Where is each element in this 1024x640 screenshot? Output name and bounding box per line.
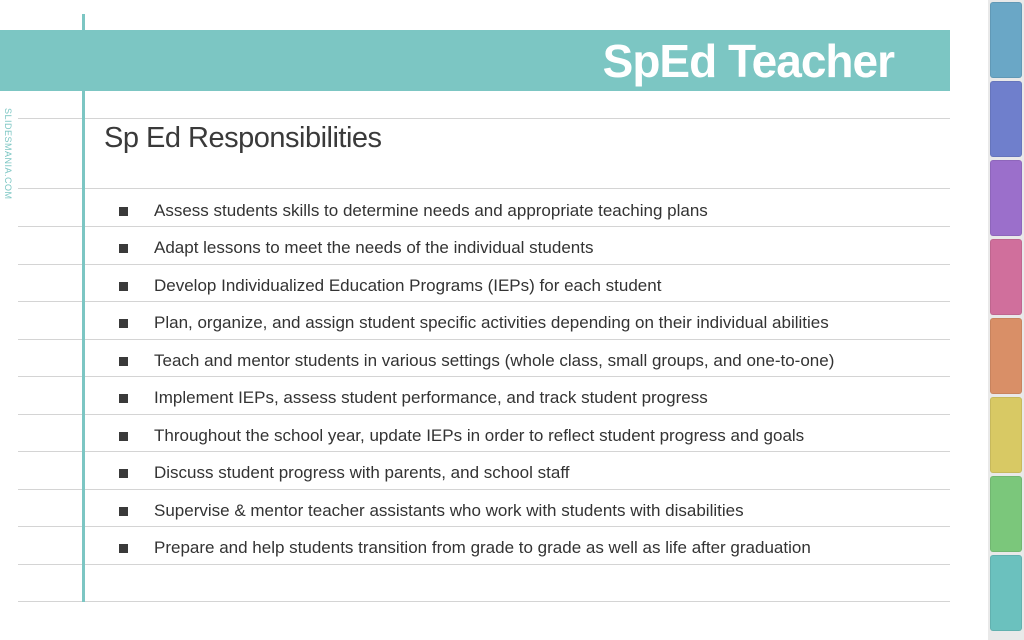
bullet-square-icon xyxy=(119,244,128,253)
ruled-line xyxy=(18,376,950,377)
ruled-line xyxy=(18,414,950,415)
ruled-line xyxy=(18,188,950,189)
ruled-line xyxy=(18,489,950,490)
ruled-line xyxy=(18,601,950,602)
divider-tabs xyxy=(988,0,1024,640)
bullet-square-icon xyxy=(119,319,128,328)
ruled-line xyxy=(18,226,950,227)
ruled-line xyxy=(18,526,950,527)
ruled-line xyxy=(18,339,950,340)
header-band xyxy=(0,30,950,91)
brand-watermark: SLIDESMANIA.COM xyxy=(3,108,13,200)
section-title: Sp Ed Responsibilities xyxy=(104,122,382,154)
divider-tab[interactable] xyxy=(990,476,1022,552)
divider-tab[interactable] xyxy=(990,2,1022,78)
bullet-square-icon xyxy=(119,357,128,366)
ruled-line xyxy=(18,451,950,452)
ruled-line xyxy=(18,564,950,565)
divider-tab[interactable] xyxy=(990,160,1022,236)
bullet-square-icon xyxy=(119,544,128,553)
margin-line xyxy=(82,14,85,602)
ruled-line xyxy=(18,118,950,119)
divider-tab[interactable] xyxy=(990,397,1022,473)
divider-tab[interactable] xyxy=(990,81,1022,157)
divider-tab[interactable] xyxy=(990,555,1022,631)
divider-tab[interactable] xyxy=(990,239,1022,315)
bullet-square-icon xyxy=(119,469,128,478)
bullet-square-icon xyxy=(119,432,128,441)
bullet-square-icon xyxy=(119,207,128,216)
ruled-line xyxy=(18,301,950,302)
bullet-square-icon xyxy=(119,507,128,516)
divider-tab[interactable] xyxy=(990,318,1022,394)
slide-title: SpEd Teacher xyxy=(602,35,894,87)
ruled-line xyxy=(18,264,950,265)
bullet-square-icon xyxy=(119,394,128,403)
notebook-paper: SpEd Teacher SLIDESMANIA.COM Sp Ed Responsibilities Assess students skills to determine needs and appropriate teaching plans Adapt lessons to meet the needs of the individual students Develop Individualized Education Programs (IEPs) for each student Plan, organize, and assign student specific activities depending on their individual abilities Teach and mentor students in various settings (whole class, small groups, and one-to-one) Implement IEPs, assess student performance, and track student progress Throughout the school year, update IEPs in order to reflect student progress and goals Discuss student progress with parents, and school staff Supervise & mentor teacher assistants who work with students with disabilities Prepare and help students transition from grade to grade as well as life after graduation xyxy=(0,0,988,640)
bullet-square-icon xyxy=(119,282,128,291)
